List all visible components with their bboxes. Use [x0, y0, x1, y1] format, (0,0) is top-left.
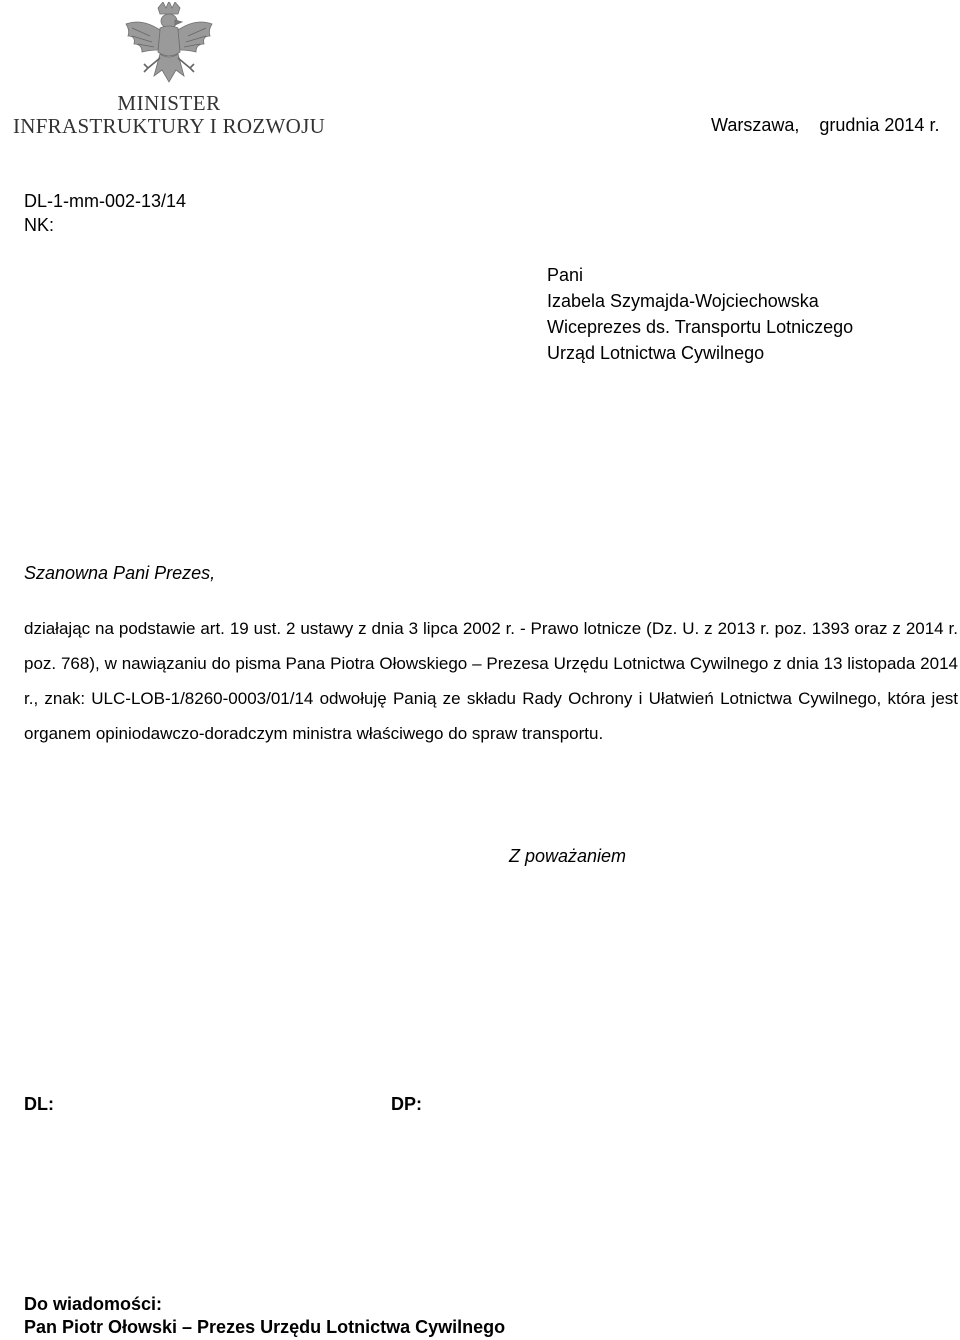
recipient-position: Wiceprezes ds. Transportu Lotniczego	[547, 317, 854, 337]
recipient-name: Izabela Szymajda-Wojciechowska	[547, 291, 819, 311]
copy-to-recipient: Pan Piotr Ołowski – Prezes Urzędu Lotnictwa Cywilnego	[24, 1317, 506, 1337]
dl-label: DL:	[24, 1094, 54, 1114]
salutation: Szanowna Pani Prezes,	[24, 563, 216, 583]
copy-to-block	[24, 1293, 505, 1339]
ministry-name	[0, 92, 338, 137]
letter-body: działając na podstawie art. 19 ust. 2 ustawy z dnia 3 lipca 2002 r. - Prawo lotnicze (Dz. U. z 2013 r. poz. 1393 oraz z 2014 r. poz. 768), w nawiązaniu do pisma Pana Piotra Ołowskiego – Prezesa Urzędu Lotnictwa Cywilnego z dnia 13 listopada 2014 r., znak: ULC-LOB-1/8260-0003/01/14 odwołuję Panią ze składu Rady Ochrony i Ułatwień Lotnictwa Cywilnego, która jest organem opiniodawczo-doradczym ministra właściwego do spraw transportu.	[24, 619, 958, 743]
place-and-date: Warszawa, grudnia 2014 r.	[711, 115, 940, 135]
dp-label: DP:	[391, 1094, 422, 1114]
case-number: DL-1-mm-002-13/14	[24, 191, 187, 211]
polish-eagle-emblem-icon	[120, 2, 218, 94]
closing-phrase: Z poważaniem	[509, 846, 627, 866]
ministry-title-line1: MINISTER	[117, 91, 221, 115]
copy-to-label: Do wiadomości:	[24, 1294, 163, 1314]
reference-block	[24, 189, 186, 237]
nk-label: NK:	[24, 215, 55, 235]
recipient-institution: Urząd Lotnictwa Cywilnego	[547, 343, 765, 363]
recipient-address	[547, 262, 853, 366]
ministry-title-line2: INFRASTRUKTURY I ROZWOJU	[12, 113, 326, 138]
recipient-line: Pani	[547, 265, 584, 285]
